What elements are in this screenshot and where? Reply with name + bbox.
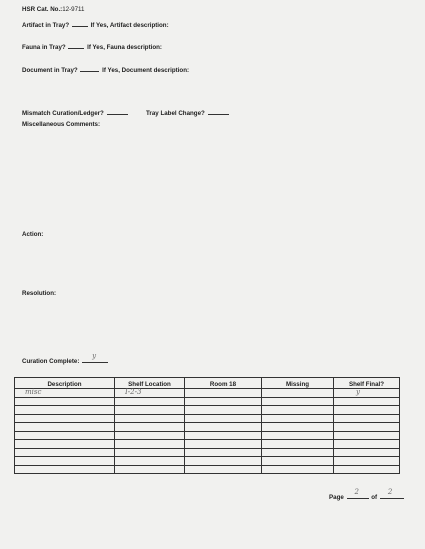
cell-shelf-final[interactable] <box>334 423 400 432</box>
cell-description[interactable] <box>15 414 115 423</box>
cell-missing[interactable] <box>262 431 334 440</box>
cell-description[interactable] <box>15 423 115 432</box>
curation-complete-value: y <box>92 352 97 360</box>
col-header-missing: Missing <box>262 378 334 389</box>
cell-shelf-final[interactable] <box>334 431 400 440</box>
cell-shelf-final[interactable] <box>334 406 400 415</box>
cell-room-18[interactable] <box>185 397 262 406</box>
mismatch-blank[interactable] <box>107 108 128 115</box>
cell-missing[interactable] <box>262 414 334 423</box>
cell-room-18[interactable] <box>185 423 262 432</box>
action-label: Action: <box>22 231 44 238</box>
cell-shelf-final[interactable] <box>334 465 400 474</box>
document-blank[interactable] <box>80 65 99 72</box>
artifact-blank[interactable] <box>72 20 88 27</box>
cell-shelf-final[interactable] <box>334 397 400 406</box>
cell-shelf-final[interactable] <box>334 457 400 466</box>
table-row <box>15 448 400 457</box>
of-blank[interactable] <box>380 488 404 499</box>
cell-missing[interactable] <box>262 423 334 432</box>
table-row <box>15 414 400 423</box>
cell-description[interactable] <box>15 397 115 406</box>
page-value: 2 <box>354 488 359 496</box>
table-row <box>15 389 400 398</box>
artifact-label: Artifact in Tray? <box>22 22 70 29</box>
catalog-number-label: HSR Cat. No.: <box>22 6 63 13</box>
of-value: 2 <box>387 488 393 496</box>
cell-missing[interactable] <box>262 389 334 398</box>
artifact-row <box>22 20 169 29</box>
tray-label-change-label: Tray Label Change? <box>146 110 205 117</box>
artifact-desc-label: If Yes, Artifact description: <box>90 22 169 29</box>
cell-room-18[interactable] <box>185 414 262 423</box>
cell-missing[interactable] <box>262 406 334 415</box>
cell-shelf-location[interactable] <box>115 431 185 440</box>
cell-shelf-location[interactable] <box>115 414 185 423</box>
cell-shelf-location[interactable] <box>115 406 185 415</box>
cell-shelf-final[interactable] <box>334 440 400 449</box>
cell-missing[interactable] <box>262 397 334 406</box>
fauna-row <box>22 42 162 51</box>
fauna-desc-label: If Yes, Fauna description: <box>87 44 162 51</box>
cell-shelf-location[interactable] <box>115 389 185 398</box>
cell-description[interactable] <box>15 389 115 398</box>
tray-label-change-blank[interactable] <box>208 108 229 115</box>
cell-room-18[interactable] <box>185 431 262 440</box>
cell-missing[interactable] <box>262 457 334 466</box>
page-footer <box>329 488 405 501</box>
fauna-label: Fauna in Tray? <box>22 44 66 51</box>
mismatch-row <box>22 108 129 117</box>
col-header-description: Description <box>15 378 115 389</box>
cell-description[interactable] <box>15 440 115 449</box>
cell-description[interactable] <box>15 406 115 415</box>
cell-shelf-location[interactable] <box>115 465 185 474</box>
table-body <box>15 389 400 474</box>
cell-description[interactable] <box>15 448 115 457</box>
mismatch-label: Mismatch Curation/Ledger? <box>22 110 104 117</box>
resolution-label: Resolution: <box>22 290 57 297</box>
curation-complete-label: Curation Complete: <box>22 358 80 365</box>
cell-room-18[interactable] <box>185 406 262 415</box>
cell-description[interactable] <box>15 431 115 440</box>
cell-missing[interactable] <box>262 465 334 474</box>
cell-room-18[interactable] <box>185 465 262 474</box>
cell-room-18[interactable] <box>185 448 262 457</box>
document-row <box>22 65 189 74</box>
document-label: Document in Tray? <box>22 67 78 74</box>
cell-room-18[interactable] <box>185 457 262 466</box>
table-row <box>15 465 400 474</box>
cell-shelf-location[interactable] <box>115 457 185 466</box>
table-row <box>15 440 400 449</box>
cell-room-18[interactable] <box>185 389 262 398</box>
table-row <box>15 397 400 406</box>
cell-shelf-location[interactable] <box>115 423 185 432</box>
catalog-number-value: 12-9711 <box>62 6 85 13</box>
table-row <box>15 423 400 432</box>
cell-shelf-location[interactable] <box>115 448 185 457</box>
curation-log-table <box>14 377 400 474</box>
tray-label-change-row <box>146 108 230 117</box>
cell-value: y <box>356 388 360 396</box>
table-row <box>15 406 400 415</box>
cell-missing[interactable] <box>262 440 334 449</box>
page-blank[interactable] <box>347 488 369 499</box>
cell-value: misc <box>25 388 42 396</box>
col-header-shelf-location: Shelf Location <box>115 378 185 389</box>
col-header-room-18: Room 18 <box>185 378 262 389</box>
misc-comments-label: Miscellaneous Comments: <box>22 121 101 128</box>
of-label: of <box>371 494 378 501</box>
page-label: Page <box>329 494 344 501</box>
cell-missing[interactable] <box>262 448 334 457</box>
cell-shelf-location[interactable] <box>115 397 185 406</box>
cell-shelf-final[interactable] <box>334 414 400 423</box>
document-desc-label: If Yes, Document description: <box>102 67 190 74</box>
cell-shelf-final[interactable] <box>334 448 400 457</box>
cell-description[interactable] <box>15 457 115 466</box>
curation-complete-row <box>22 352 109 365</box>
cell-value: I-2-3 <box>125 388 142 396</box>
curation-complete-blank[interactable] <box>82 352 108 363</box>
catalog-number <box>22 7 84 13</box>
table-header-row <box>15 378 400 389</box>
table-row <box>15 431 400 440</box>
cell-room-18[interactable] <box>185 440 262 449</box>
table-row <box>15 457 400 466</box>
cell-shelf-final[interactable] <box>334 389 400 398</box>
fauna-blank[interactable] <box>68 42 84 49</box>
col-header-shelf-final: Shelf Final? <box>334 378 400 389</box>
cell-shelf-location[interactable] <box>115 440 185 449</box>
cell-description[interactable] <box>15 465 115 474</box>
